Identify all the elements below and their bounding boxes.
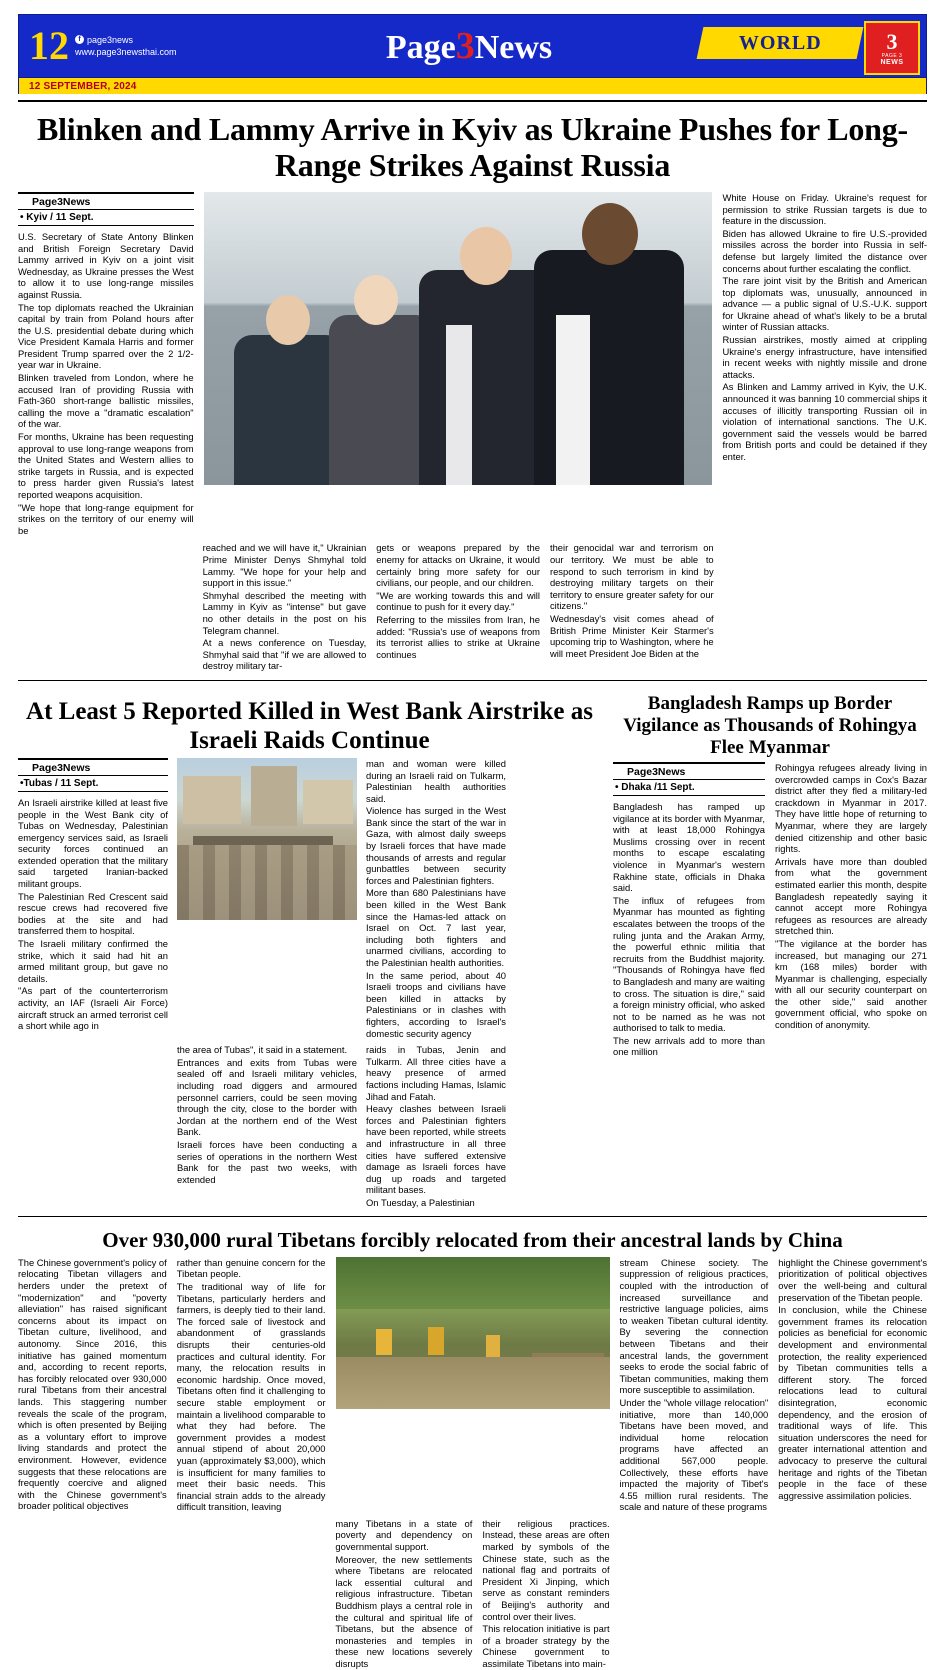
paper-title-part2: News: [474, 29, 553, 66]
story2-column-1: [18, 758, 168, 1039]
dateline: [18, 78, 927, 94]
story2-c3-p1: raids in Tubas, Jenin and Tulkarm. All three cities have a heavy presence of armed factions including Hamas, Islamic Jihad and Fatah.: [366, 1044, 506, 1102]
story2-byline-place: •Tubas / 11 Sept.: [20, 777, 99, 789]
lead-c5-p1: White House on Friday. Ukraine's request for permission to strike Russian targets is due to feature in the discussion.: [722, 191, 928, 227]
lead-p5: "We hope that long-range equipment for strikes on the territory of our enemy will be: [18, 501, 194, 536]
story2-photo: [177, 758, 357, 920]
story2-c4-p2: Violence has surged in the West Bank since the start of the war in Gaza, with almost daily sweeps by Israeli forces that have made thousands of arrests and regular gunbattles between security forces and Palestinian fighters.: [366, 805, 506, 886]
page-number: 12: [29, 23, 69, 68]
lead-c2-p3: At a news conference on Tuesday, Shmyhal said that "if we are allowed to destroy military tar-: [202, 637, 367, 672]
story4-c5-p2: Under the "whole village relocation" initiative, more than 140,000 Tibetans have been moved, and individual home relocation programs have affected an additional 567,000 people. Collectively, these efforts have impacted the majority of Tibet's 4.55 million rural residents. The scale and nature of these programs: [619, 1396, 769, 1513]
lead-p1: U.S. Secretary of State Antony Blinken and British Foreign Secretary David Lammy arrived in Kyiv on a joint visit Wednesday, as Ukraine presses the West to allow it to use long-range missiles against Russia.: [18, 230, 194, 300]
dateline-label: 12 SEPTEMBER, 2024: [29, 80, 137, 92]
lead-headline: Blinken and Lammy Arrive in Kyiv as Ukraine Pushes for Long-Range Strikes Against Russia: [36, 111, 909, 184]
divider-mid-1: [18, 680, 927, 681]
story2-byline: [18, 758, 168, 792]
story2-c2-p1: the area of Tubas", it said in a statement.: [177, 1044, 348, 1056]
story4-c4-p1: their religious practices. Instead, these areas are often marked by symbols of the Chinese state, such as the national flag and portraits of President Xi Jinping, which serve as constant reminders of Beijing's authority and control over their lives.: [482, 1517, 610, 1622]
lead-c4-p2: Wednesday's visit comes ahead of British Prime Minister Keir Starmer's upcoming trip to Washington, where he will meet President Joe Biden at the: [549, 612, 714, 659]
story4-photo: [336, 1257, 610, 1409]
lead-c5-p5: As Blinken and Lammy arrived in Kyiv, the U.K. announced it was banning 10 commercial ships it accuses of illicitly transporting Russian oil in violation of international sanctions. The U.K. government said the vessels would be barred from British ports and could be detained if they enter.: [722, 381, 928, 462]
lead-p3: Blinken traveled from London, where he accused Iran of providing Russia with Fath-360 short-range ballistic missiles, calling the move a "dramatic escalation" of the war.: [18, 372, 194, 430]
story2-c1-p1: An Israeli airstrike killed at least five people in the West Bank city of Tubas on Wednesday, Palestinian emergency services said, as Israeli security forces continued an extended operation that the military said targeted Iranian-backed militant groups.: [18, 796, 168, 890]
story2-column-3: [366, 1044, 506, 1208]
story2-c3-p2: Heavy clashes between Israeli forces and Palestinian fighters have been reported, while streets and infrastructure in all three cities have suffered extensive damage as Israeli forces have dug up roads and targeted militant bases.: [366, 1103, 506, 1196]
lead-c2-p2: Shmyhal described the meeting with Lammy in Kyiv as "intense" but gave no other details in the post on his Telegram channel.: [202, 589, 367, 636]
lead-column-5: [722, 192, 927, 536]
story2-bottom: [18, 1044, 601, 1208]
story3-c1-p2: The influx of refugees from Myanmar has mounted as fighting escalates between the troops of the ruling junta and the Arakan Army, the powerful ethnic militia that recruits from the Buddhist majority. "Thousands of Rohingya have fled to Bangladesh and many are waiting to cross. The situation is dire," said a foreign ministry official, who asked not to be named as he was not authorised to talk to media.: [613, 894, 765, 1034]
lead-column-3: [376, 542, 540, 672]
story2-photo-wrap: [177, 758, 357, 1039]
paper-title-part1: Page: [385, 29, 456, 66]
story3-cols: [613, 762, 927, 1058]
story4-column-6: [778, 1257, 927, 1513]
story3-c2-p1: Rohingya refugees already living in overcrowded camps in Cox's Bazar district after they fled a military-led crackdown in Myanmar in 2017. They have little hope of returning to Myanmar, where they are largely denied citizenship and other basic rights.: [775, 762, 927, 855]
story4-headline: Over 930,000 rural Tibetans forcibly relocated from their ancestral lands by China: [102, 1228, 843, 1253]
story2-headline: At Least 5 Reported Killed in West Bank Airstrike as Israeli Raids Continue: [26, 697, 593, 754]
social-handle-label: page3news: [87, 34, 134, 45]
middle-block: [18, 691, 927, 1209]
story4-photo-wrap: [336, 1257, 610, 1513]
masthead-center: [244, 24, 694, 68]
story3: [613, 691, 927, 1209]
lead-column-2: [203, 542, 367, 672]
logo-sub2: NEWS: [880, 58, 904, 66]
story4-c2-p2: The traditional way of life for Tibetans, particularly herders and farmers, is deeply tied to their land. The forced sale of livestock and abandonment of grasslands disrupts their centuries-old practices and cultural identity. For many, the relocation results in economic hardship. Once moved, Tibetans often find it challenging to secure stable employment or maintain a livelihood comparable to what they had before. The government provides a modest annual stipend of about 20,000 yuan (approximately $3,000), which is insufficient for many families to meet their basic needs. This financial strain adds to the already difficult transition, leaving: [176, 1281, 326, 1513]
story2-c2-p2: Entrances and exits from Tubas were sealed off and Israeli military vehicles, including road diggers and armoured personnel carriers, could be seen moving through the city, close to the border with Jordan at the northern end of the West Bank.: [177, 1056, 357, 1138]
story2-c2-p3: Israeli forces have been conducting a series of operations in the northern West Bank for the past two weeks, with extended: [177, 1138, 357, 1185]
page3news-logo: [864, 21, 920, 75]
lead-c5-p3: The rare joint visit by the British and American top diplomats was, unusually, announced in advance — a public signal of U.S.-U.K. support for Ukraine ahead of what's likely to be a brutal winter of Russian attacks.: [722, 275, 928, 333]
social-handle: [75, 34, 177, 46]
story2-c1-p4: "As part of the counterterrorism activity, an IAF (Israeli Air Force) aircraft struck an armed terrorist cell a short while ago in: [18, 985, 168, 1032]
story2-c1-p3: The Israeli military confirmed the strike, which it said had hit an armed militant group, but gave no details.: [18, 938, 168, 984]
website-url: www.page3newsthai.com: [75, 47, 177, 57]
story3-headline: Bangladesh Ramps up Border Vigilance as Thousands of Rohingya Flee Myanmar: [623, 692, 917, 758]
story2: [18, 691, 601, 1209]
story4-c1-p1: The Chinese government's policy of relocating Tibetan villagers and herders under the pretext of "modernization" and "poverty alleviation" has raised significant concerns about its impact on Tibetan culture, livelihood, and autonomy. Since 2016, this initiative has gained momentum and, according to recent reports, has forcibly relocated over 930,000 rural Tibetans from their ancestral lands. This staggering number reveals the scale of the program, which is often presented by Beijing as a voluntary effort to improve living standards and protect the environment. However, evidence suggests that these relocations are frequently coercive and aligned with the Chinese government's broader political objectives: [18, 1256, 167, 1512]
story3-byline-place: • Dhaka /11 Sept.: [615, 782, 695, 793]
story3-byline: [613, 762, 765, 796]
lead-c4-p1: their genocidal war and terrorism on our territory. We must be able to respond to such terrorism in kind by destroying military targets on their territory to ensure greater safety for our citizens.": [549, 542, 714, 612]
lead-c5-p4: Russian airstrikes, mostly aimed at crippling Ukraine's energy infrastructure, have intensified in recent weeks with nightly missile and drone attacks.: [722, 334, 928, 380]
story4: [18, 1228, 927, 1669]
story4-c4-p2: This relocation initiative is part of a broader strategy by the Chinese government to assimilate Tibetans into main-: [482, 1623, 610, 1670]
story4-c5-p1: stream Chinese society. The suppression of religious practices, coupled with the introduction of increased surveillance and restrictive language policies, aims to weaken Tibetan cultural identity. By severing the connection between Tibetans and their ancestral lands, the government seeks to erode the social fabric of Tibetan communities, making them more susceptible to assimilation.: [619, 1256, 769, 1396]
story2-c4-p4: In the same period, about 40 Israeli troops and civilians have been killed in attacks by Palestinians or in clashes with fighters, according to Israel's domestic security agency: [366, 969, 506, 1039]
story4-top: [18, 1257, 927, 1513]
lead-column-4: [550, 542, 714, 672]
story2-column-2: [177, 1044, 357, 1208]
section-badge: [697, 27, 864, 59]
story4-column-3: [335, 1518, 472, 1670]
story4-column-1: [18, 1257, 167, 1513]
lead-c5-p2: Biden has allowed Ukraine to fire U.S.-provided missiles across the border into Russia in self-defense but largely limited the distance over concerns about further escalating the conflict.: [722, 227, 928, 274]
story2-top: [18, 758, 601, 1039]
story4-c3-p2: Moreover, the new settlements where Tibetans are relocated lack essential cultural and religious infrastructure. Tibetan Buddhism plays a central role in the cultural and spiritual life of Tibetans, but the absence of monasteries and temples in these new locations severely disrupts: [335, 1553, 473, 1670]
lead-story-bottom: [18, 542, 927, 672]
lead-p2: The top diplomats reached the Ukrainian capital by train from Poland hours after the U.S. presidential debate during which Vice President Kamala Harris and former President Trump sparred over the 2 1/2-year war in Ukraine.: [18, 301, 194, 371]
story3-c2-p2: Arrivals have more than doubled from what the government estimated earlier this month, despite Bangladesh repeatedly saying it cannot accept more Rohingya refugees as resources are already stretched thin.: [775, 855, 927, 937]
story4-c6-p2: In conclusion, while the Chinese government frames its relocation policies as beneficial for economic development and environmental protection, the reality experienced by Tibetan communities tells a different story. The forced relocations lead to cultural disintegration, economic dependency, and the erosion of traditional ways of life. This situation underscores the need for greater international attention and advocacy to preserve the cultural heritage and rights of the Tibetan people in the face of these aggressive assimilation policies.: [778, 1304, 928, 1501]
section-label: WORLD: [738, 31, 822, 54]
story2-c4-p1: man and woman were killed during an Israeli raid on Tulkarm, Palestinian health authorities said.: [366, 757, 506, 804]
lead-byline: [18, 192, 194, 226]
story2-c4-p3: More than 680 Palestinians have been killed in the West Bank since the Hamas-led attack on Israel on Oct. 7 last year, including both fighters and unarmed civilians, according to the Palestinian health authorities.: [366, 887, 506, 968]
story4-c2-p1: rather than genuine concern for the Tibetan people.: [176, 1256, 326, 1280]
story3-column-2: [775, 762, 927, 1058]
story2-column-4: [366, 758, 506, 1039]
divider-top: [18, 100, 927, 102]
lead-column-1: [18, 192, 194, 536]
story4-column-2: [177, 1257, 326, 1513]
lead-c3-p3: Referring to the missiles from Iran, he added: "Russia's use of weapons from its terrorist allies to strike at Ukraine continues: [376, 613, 540, 660]
byline-place: • Kyiv / 11 Sept.: [20, 211, 94, 223]
facebook-icon: f: [75, 35, 84, 44]
masthead: [18, 14, 927, 78]
lead-photo: [204, 192, 713, 485]
lead-c3-p1: gets or weapons prepared by the enemy for attacks on Ukraine, it would certainly bring more safety for our civilians, our people, and our children.: [376, 542, 540, 589]
lead-story-top: [18, 192, 927, 536]
lead-c3-p2: "We are working towards this and will continue to push for it every day.": [376, 589, 540, 613]
story4-column-4: [482, 1518, 609, 1670]
story2-c3-p3: On Tuesday, a Palestinian: [366, 1196, 475, 1208]
story3-c1-p3: The new arrivals add to more than one million: [613, 1034, 765, 1058]
story4-column-5: [620, 1257, 769, 1513]
lead-p4: For months, Ukraine has been requesting approval to use long-range weapons from the United States and Western allies to strike targets in Russia, and is expected to press harder given Russia's latest reported weapons acquisition.: [18, 431, 194, 500]
story4-bottom: [18, 1518, 927, 1670]
logo-number: 3: [886, 28, 898, 54]
byline-source: Page3News: [32, 195, 91, 208]
lead-photo-wrap: [204, 192, 713, 536]
divider-mid-2: [18, 1216, 927, 1217]
story3-c2-p3: "The vigilance at the border has increased, but managing our 271 km (168 miles) border with Myanmar is challenging, especially with all our security counterpart on the other side," said another government official, who spoke on condition of anonymity.: [775, 937, 927, 1031]
paper-title-num: 3: [455, 25, 475, 67]
story3-byline-source: Page3News: [627, 766, 686, 778]
story2-c1-p2: The Palestinian Red Crescent said rescue crews had recovered five bodies at the site and had transferred them to hospital.: [18, 890, 168, 937]
lead-c2-p1: reached and we will have it," Ukrainian Prime Minister Denys Shmyhal told Lammy. "We hope for your help and support in this issue.": [202, 542, 367, 589]
paper-title: [244, 24, 694, 68]
story4-c6-p1: highlight the Chinese government's prioritization of political objectives over the well-being and cultural preservation of the Tibetan people.: [778, 1256, 928, 1303]
masthead-left: [19, 23, 244, 68]
story2-byline-source: Page3News: [32, 761, 91, 774]
story4-c3-p1: many Tibetans in a state of poverty and dependency on governmental support.: [335, 1517, 473, 1553]
logo-sub1: PAGE 3: [881, 52, 903, 59]
story3-c1-p1: Bangladesh has ramped up vigilance at its border with Myanmar, with at least 18,000 Rohingya Muslims crossing over in recent months to escape escalating violence in Myanmar's western Rakhine state, officials in Dhaka said.: [613, 801, 765, 894]
masthead-right: [694, 15, 926, 77]
story3-column-1: [613, 762, 765, 1058]
